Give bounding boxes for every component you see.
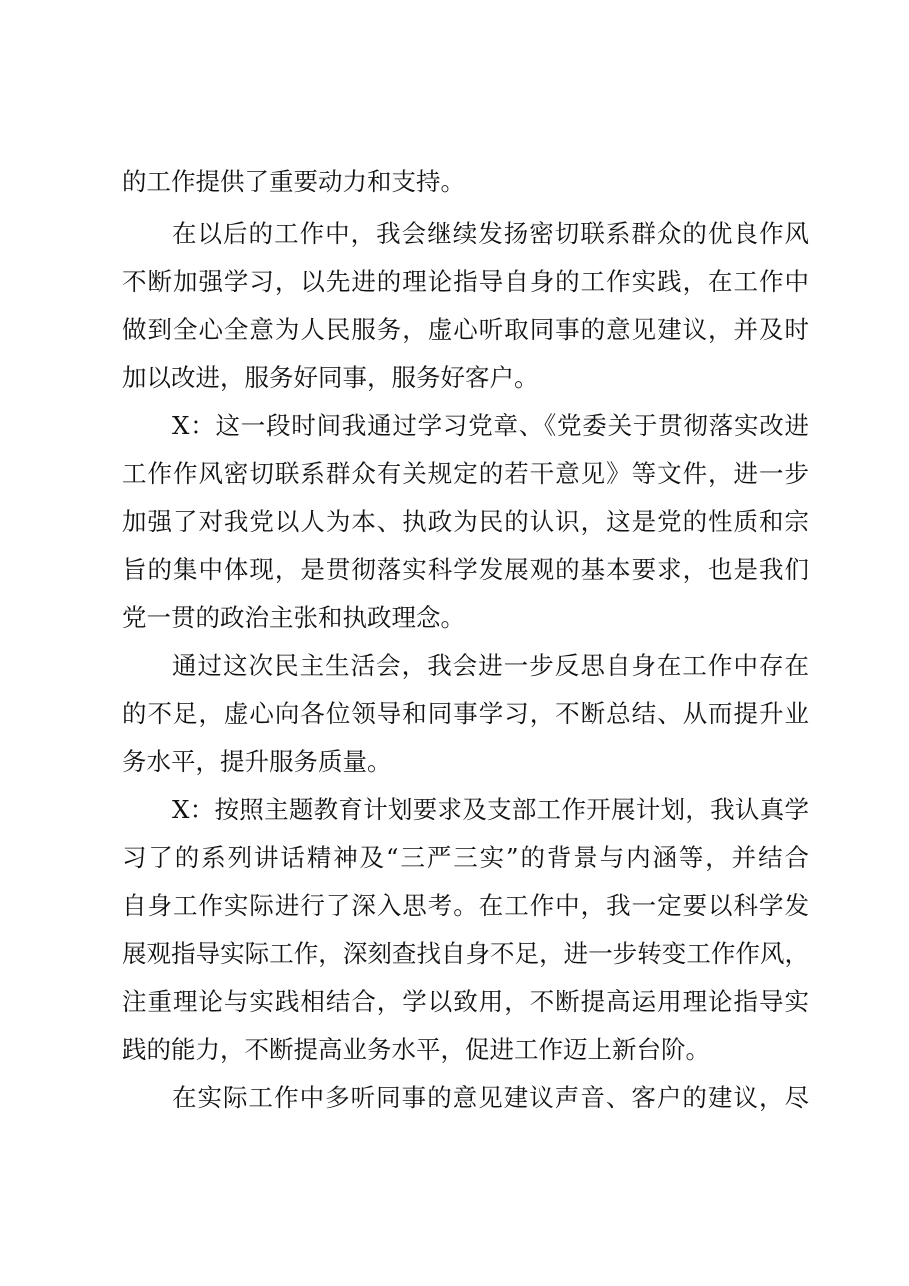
paragraph-first-line: 通过这次民主生活会，我会进一步反思自身在工作中存在 xyxy=(172,651,809,680)
paragraph-first-line: X：这一段时间我通过学习党章、《党委关于贯彻落实改进 xyxy=(172,411,809,440)
paragraph-first-line: 在以后的工作中，我会继续发扬密切联系群众的优良作风 xyxy=(172,219,809,248)
text-line: 的不足，虚心向各位领导和同事学习，不断总结、从而提升业 xyxy=(122,699,809,728)
text-line: 习了的系列讲话精神及“三严三实”的背景与内涵等，并结合 xyxy=(122,843,809,872)
text-line: 党一贯的政治主张和执政理念。 xyxy=(122,603,465,632)
text-line: 注重理论与实践相结合，学以致用，不断提高运用理论指导实 xyxy=(122,987,809,1016)
text-line: 自身工作实际进行了深入思考。在工作中，我一定要以科学发 xyxy=(122,891,809,920)
text-line: 加强了对我党以人为本、执政为民的认识，这是党的性质和宗 xyxy=(122,507,809,536)
text-line: 的工作提供了重要动力和支持。 xyxy=(122,167,465,196)
text-line: 践的能力，不断提高业务水平，促进工作迈上新台阶。 xyxy=(122,1035,710,1064)
text-line: 务水平，提升服务质量。 xyxy=(122,747,392,776)
text-line: 旨的集中体现，是贯彻落实科学发展观的基本要求，也是我们 xyxy=(122,555,809,584)
text-line: 不断加强学习，以先进的理论指导自身的工作实践，在工作中 xyxy=(122,267,809,296)
paragraph-first-line: 在实际工作中多听同事的意见建议声音、客户的建议，尽 xyxy=(172,1083,809,1112)
text-line: 工作作风密切联系群众有关规定的若干意见》等文件，进一步 xyxy=(122,459,809,488)
paragraph-first-line: X：按照主题教育计划要求及支部工作开展计划，我认真学 xyxy=(172,795,809,824)
text-line: 展观指导实际工作，深刻查找自身不足，进一步转变工作作风， xyxy=(122,939,809,968)
text-line: 加以改进，服务好同事，服务好客户。 xyxy=(122,363,539,392)
text-line: 做到全心全意为人民服务，虚心听取同事的意见建议，并及时 xyxy=(122,315,809,344)
